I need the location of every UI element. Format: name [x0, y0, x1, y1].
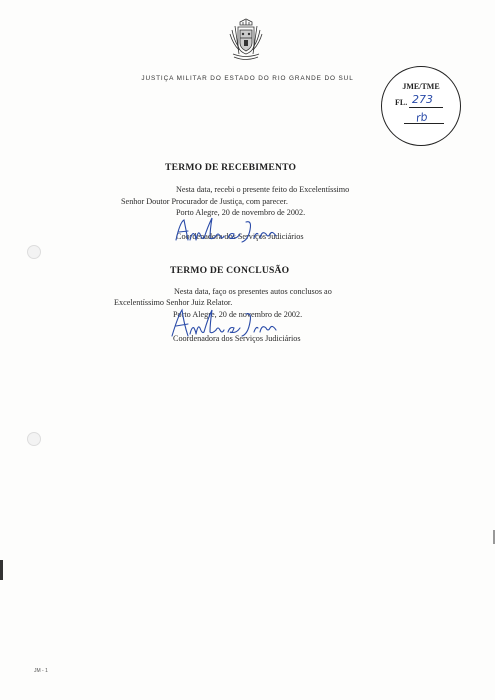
recebimento-signature — [170, 216, 290, 244]
recebimento-text-line-2: Senhor Doutor Procurador de Justiça, com parecer. — [121, 197, 288, 206]
stamp-fl-label: FL. — [395, 98, 408, 107]
conclusao-text-line-2: Excelentíssimo Senhor Juiz Relator. — [114, 298, 233, 307]
stamp-court-code: JME/TME — [402, 82, 440, 91]
coat-of-arms-icon — [229, 18, 263, 62]
scan-edge-mark — [0, 560, 3, 580]
stamp-fl-underline — [409, 107, 443, 108]
recebimento-date: Porto Alegre, 20 de novembro de 2002. — [176, 208, 306, 217]
punch-hole — [27, 432, 41, 446]
recebimento-text-line-1: Nesta data, recebi o presente feito do Excelentíssimo — [176, 185, 350, 194]
conclusao-date: Porto Alegre, 20 de novembro de 2002. — [173, 310, 303, 319]
conclusao-signature — [168, 306, 288, 340]
conclusao-role: Coordenadora dos Serviços Judiciários — [173, 334, 301, 343]
stamp-rubric: rb — [415, 110, 429, 125]
recebimento-title: TERMO DE RECEBIMENTO — [165, 162, 297, 173]
form-code: JM - 1 — [34, 668, 48, 674]
stamp-page-number: 273 — [412, 93, 433, 106]
punch-hole — [27, 245, 41, 259]
conclusao-title: TERMO DE CONCLUSÃO — [170, 265, 290, 276]
page-stamp — [381, 66, 461, 146]
recebimento-role: Coordenadora dos Serviços Judiciários — [176, 232, 304, 241]
institution-header: JUSTIÇA MILITAR DO ESTADO DO RIO GRANDE DO SUL — [141, 75, 354, 82]
conclusao-text-line-1: Nesta data, faço os presentes autos conclusos ao — [174, 287, 332, 296]
